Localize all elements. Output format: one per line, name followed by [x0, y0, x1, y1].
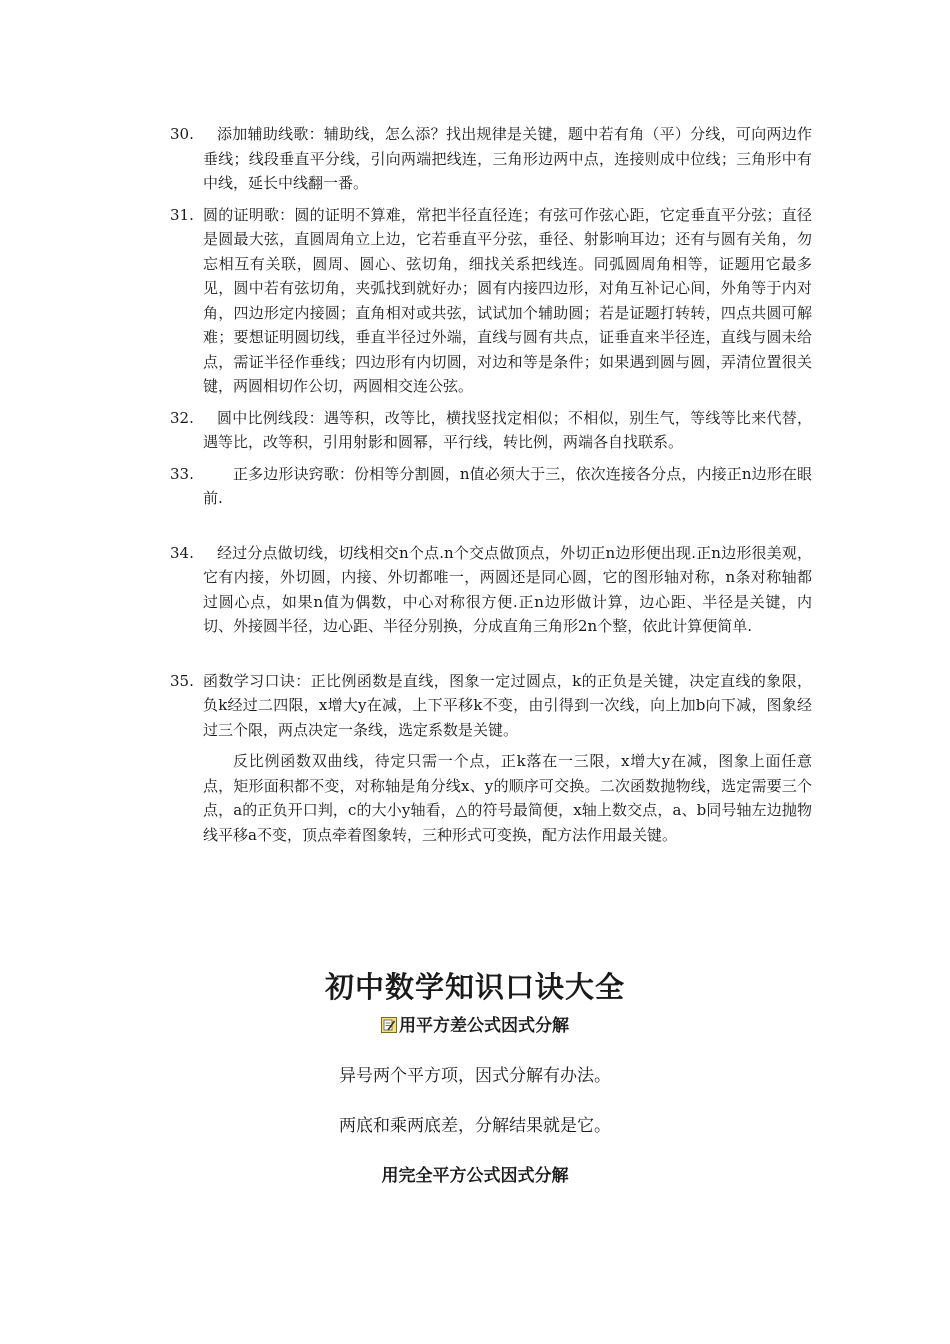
section1-line1: 异号两个平方项，因式分解有办法。 [339, 1066, 611, 1086]
note-icon [381, 1017, 397, 1033]
item-number: 31. [170, 205, 194, 224]
list-item-35 [170, 669, 812, 743]
item-text: 圆中比例线段：遇等积，改等比，横找竖找定相似；不相似，别生气，等线等比来代替，遇等比，改等积，引用射影和圆幂，平行线，转比例，两端各自找联系。 [203, 408, 812, 451]
section1-line2: 两底和乘两底差，分解结果就是它。 [339, 1116, 611, 1136]
item-text: 函数学习口诀：正比例函数是直线，图象一定过圆点，k的正负是关键，决定直线的象限，负k经过二四限，x增大y在减，上下平移k不变，由引得到一次线，向上加b向下减，图象经过三个限，两点决定一条线，选定系数是关键。 [203, 671, 812, 739]
item-text: 正多边形诀窍歌：份相等分割圆，n值必须大于三，依次连接各分点，内接正n边形在眼前. [203, 464, 812, 507]
item-number: 33. [170, 464, 194, 483]
section-heading-difference-of-squares [0, 1011, 950, 1036]
list-item-32 [170, 406, 812, 455]
item-text: 添加辅助线歌：辅助线，怎么添？找出规律是关键，题中若有角（平）分线，可向两边作垂线；线段垂直平分线，引向两端把线连，三角形边两中点，连接则成中位线；三角形中有中线，延长中线翻一番。 [203, 125, 812, 192]
section-heading-perfect-square: 用完全平方公式因式分解 [381, 1166, 569, 1186]
list-item-31 [170, 203, 812, 399]
item-text: 经过分点做切线，切线相交n个点.n个交点做顶点，外切正n边形便出现.正n边形很美观，它有内接，外切圆，内接、外切都唯一，两圆还是同心圆，它的图形轴对称，n条对称轴都过圆心点，如果n值为偶数，中心对称很方便.正n边形做计算，边心距、半径是关键，内切、外接圆半径，边心距、半径分别换，分成直角三角形2n个整，依此计算便简单. [203, 543, 812, 635]
item-number: 30. [170, 125, 194, 143]
list-item-30 [170, 122, 812, 196]
item-number: 34. [170, 543, 194, 562]
mnemonic-list [170, 122, 812, 847]
main-title: 初中数学知识口诀大全 [324, 970, 625, 1004]
item-number: 35. [170, 671, 194, 690]
section-heading-text: 用平方差公式因式分解 [399, 1016, 569, 1036]
list-item-34 [170, 541, 812, 639]
item-number: 32. [170, 408, 194, 427]
item-text: 圆的证明歌：圆的证明不算难，常把半径直径连；有弦可作弦心距，它定垂直平分弦；直径是圆最大弦，直圆周角立上边，它若垂直平分弦，垂径、射影响耳边；还有与圆有关角，勿忘相互有关联，圆周、圆心、弦切角，细找关系把线连。同弧圆周角相等，证题用它最多见，圆中若有弦切角，夹弧找到就好办；圆有内接四边形，对角互补记心间，外角等于内对角，四边形定内接圆；直角相对或共弦，试试加个辅助圆；若是证题打转转，四点共圆可解难；要想证明圆切线，垂直半径过外端，直线与圆有共点，证垂直来半径连，直线与圆未给点，需证半径作垂线；四边形有内切圆，对边和等是条件；如果遇到圆与圆，弄清位置很关键，两圆相切作公切，两圆相交连公弦。 [203, 205, 812, 395]
list-item-33 [170, 462, 812, 511]
item-35-continuation: 反比例函数双曲线，待定只需一个点，正k落在一三限，x增大y在减，图象上面任意点，矩形面积都不变，对称轴是角分线x、y的顺序可交换。二次函数抛物线，选定需要三个点，a的正负开口判，c的大小y轴看，△的符号最简便，x轴上数交点，a、b同号轴左边抛物线平移a不变，顶点牵着图象转，三种形式可变换，配方法作用最关键。 [203, 752, 812, 844]
